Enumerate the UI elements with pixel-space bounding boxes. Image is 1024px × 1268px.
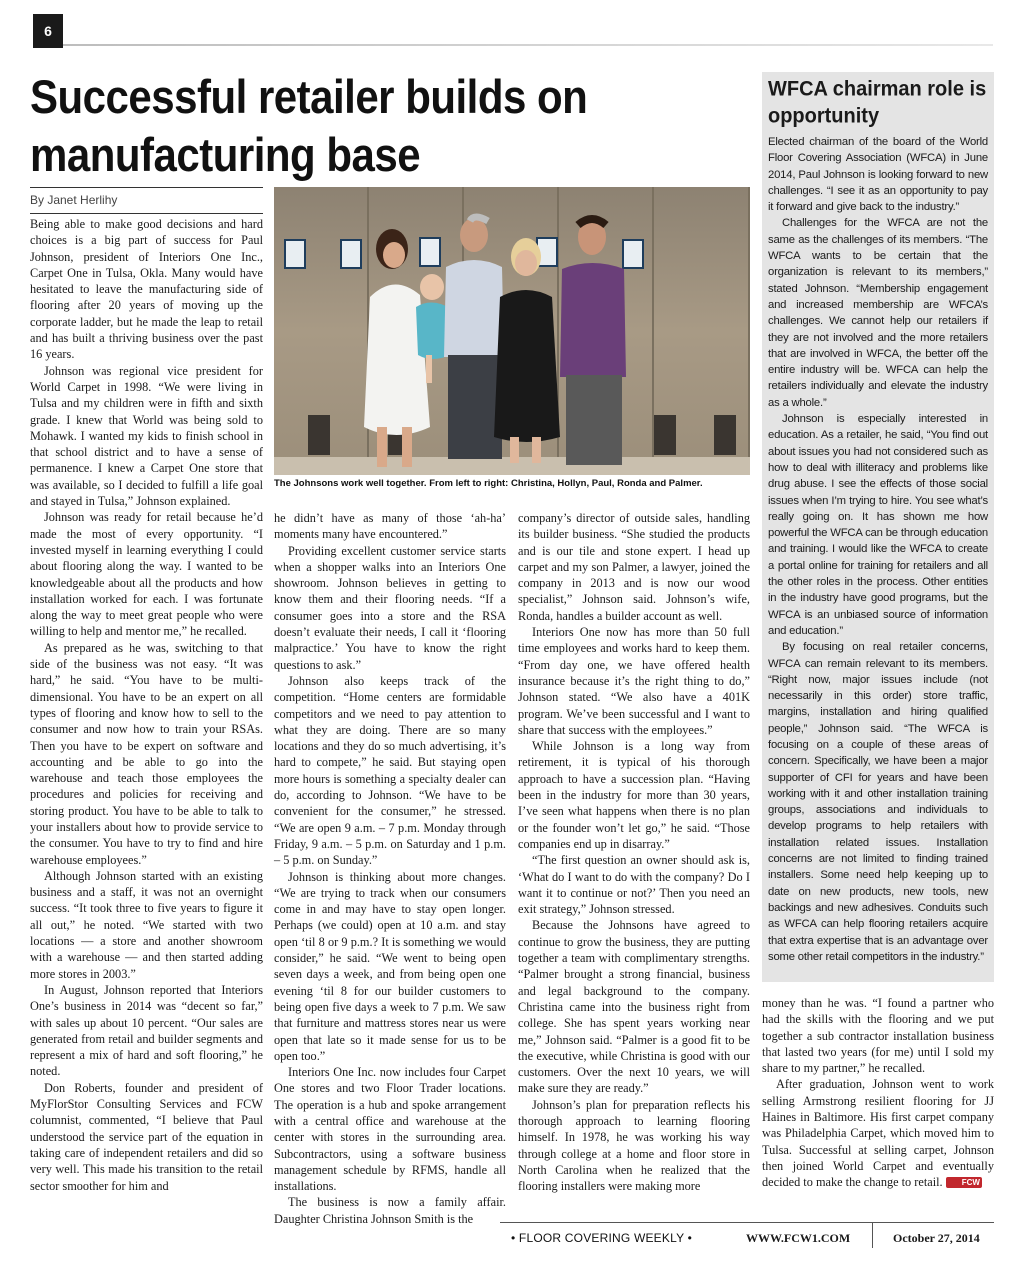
headline: Successful retailer builds on manufacturing base [30, 70, 588, 182]
paragraph: Johnson is thinking about more changes. “We are trying to track when our consumers come in and may have to stay open longer. Perhaps (we could) open at 10 a.m. and stay open ‘til 8 or 9 p.m.? It is something we would consider,” he said. “We went to being open seven days a week, and from being open one evening ‘til 8 for our builder customers to being open five days a week to 7 p.m. We saw that furniture and mattress stores near us were open that late so it made sense for us to be open too.” [274, 869, 506, 1063]
footer-publication: • FLOOR COVERING WEEKLY • [511, 1231, 692, 1245]
paragraph: In August, Johnson reported that Interiors One’s business in 2014 was “decent so far,” with sales up about 10 percent. “Our sales are generated from retail and builder segments and represent a mix of hard and soft flooring,” he noted. [30, 982, 263, 1079]
photo-caption: The Johnsons work well together. From left to right: Christina, Hollyn, Paul, Ronda and Palmer. [274, 478, 703, 489]
byline-rule [30, 187, 263, 188]
byline: By Janet Herlihy [30, 193, 118, 207]
paragraph: Johnson was ready for retail because he’d made the most of every opportunity. “I invested myself in learning everything I could about flooring along the way. I wanted to be knowledgeable about all the products and how installation worked for each. I was fortunate along the way to meet great people who were willing to help and mentor me,” he recalled. [30, 510, 263, 639]
paragraph: Interiors One now has more than 50 full time employees and works hard to keep them. “From day one, we have offered health insurance because it’s the right thing to do,” Johnson stated. “We also have a 401K program. We’ve been successful and I want to share that success with the employees.” [518, 625, 750, 737]
paragraph: Being able to make good decisions and hard choices is a big part of success for Paul Johnson, president of Interiors One Inc., Carpet One in Tulsa, Okla. Many would have hesitated to leave the manufacturing side of flooring after 20 years of moving up the corporate ladder, but he made the leap to retail and has built a thriving business over the past 16 years. [30, 217, 263, 362]
page-number: 6 [33, 14, 63, 48]
paragraph: While Johnson is a long way from retirement, it is typical of his thorough approach to have a succession plan. “Having been in the industry for more than 30 years, I’ve seen what happens when there is no plan or the founder won’t let go,” he said. “Those companies end up in disarray.” [518, 739, 750, 851]
paragraph: Interiors One Inc. now includes four Carpet One stores and two Floor Trader locations. The operation is a hub and spoke arrangement with a central office and warehouse at the center with stores in the surrounding area. Subcontractors, using a software business management schedule by RFMS, handle all installations. [274, 1065, 506, 1194]
paragraph: The business is now a family affair. Daughter Christina Johnson Smith is the [274, 1195, 506, 1226]
paragraph: Johnson also keeps track of the competition. “Home centers are formidable competitors and we need to pay attention to what they are doing. There are so many locations and they do so much advertising, it’s hard to compete,” he said. But staying open more hours is something a specialty dealer can do, according to Johnson. “We have to be convenient for the consumer,” he stressed. “We are open 9 a.m. – 7 p.m. Monday through Friday, 9 a.m. – 5 p.m. on Saturday and 1 p.m. – 5 p.m. on Sunday.” [274, 673, 506, 868]
paragraph: he didn’t have as many of those ‘ah-ha’ moments many have encountered.” [274, 511, 506, 542]
paragraph: Although Johnson started with an existing business and a staff, it was not an overnight success. “It took three to five years to figure it all out,” he noted. “We started with two locations — a store and another showroom with a warehouse — and then started adding more stores in 2003.” [30, 868, 263, 981]
paragraph: money than he was. “I found a partner who had the skills with the flooring and we put together a sub contractor installation business that lasted two years (for me) until I sold my share to my partner,” he recalled. [762, 996, 994, 1076]
paragraph: Johnson’s plan for preparation reflects his thorough approach to learning flooring himself. In 1978, he was working his way through college at a home and floor store in North Carolina when he realized that the flooring installers were making more [518, 1097, 750, 1194]
sidebar-paragraph: Johnson is especially interested in education. As a retailer, he said, “You find out about issues you had not considered such as how to deal with illiteracy and problems like drug abuse. I see the effects of those social issues when I’m trying to hire. You see what’s really going on. It has shown me how powerful the WFCA can be through education and training. I would like the WFCA to create a portal online for training for retailers and all the other roles in the process. Other entities in the industry have good programs, but the WFCA is an unbiased source of information and education.” [768, 413, 988, 637]
sidebar-title: WFCA chairman role is opportunity [768, 77, 987, 128]
article-column-2 [274, 510, 506, 1227]
footer-date: October 27, 2014 [893, 1231, 980, 1245]
paragraph: Providing excellent customer service starts when a shopper walks into an Interiors One showroom. Johnson believes in getting to know them and their flooring needs. “If a consumer goes into a store and the RSA doesn’t evaluate their needs, I call it ‘flooring malpractice.’ You have to know the right questions to ask.” [274, 543, 506, 672]
article-column-1 [30, 216, 263, 1194]
paragraph: Don Roberts, founder and president of MyFlorStor Consulting Services and FCW columnist, commented, “I believe that Paul understood the service part of the equation in taking care of independent retailers and did so very well. This made his transition to the retail sector smoother for him and [30, 1080, 263, 1193]
paragraph [762, 1076, 994, 1190]
sidebar-paragraph: Challenges for the WFCA are not the same as the challenges of its members. “The WFCA wants to be certain that the organization is relevant to its members,” stated Johnson. “Membership engagement and increased membership are WFCA’s challenges. We cannot help our retailers if they are not involved and the more retailers that are involved in WFCA, the better off the entire industry will be. WFCA can help the retailers individually and elevate the industry as a whole.” [768, 217, 988, 409]
paragraph: “The first question an owner should ask is, ‘What do I want to do with the company? Do I want it to continue or not?’ Then you need an exit strategy,” Johnson stressed. [518, 853, 750, 917]
paragraph: Because the Johnsons have agreed to continue to grow the business, they are putting together a team with complimentary strengths. “Palmer brought a strong financial, business and legal background to the company. Christina came into the business right from college. She has spent years working near me,” Johnson said. “Palmer is a good fit to be the executive, while Christina is good with our customers. Over the next 10 years, we will make sure they are ready.” [518, 918, 750, 1096]
footer-url: WWW.FCW1.COM [746, 1231, 851, 1245]
article-column-3 [518, 510, 750, 1194]
top-rule [63, 44, 993, 46]
sidebar-paragraph: Elected chairman of the board of the World Floor Covering Association (WFCA) in June 2014, Paul Johnson is looking forward to new challenges. “I see it as an opportunity to pay it forward and give back to the industry.” [768, 136, 988, 214]
article-column-4 [762, 995, 994, 1191]
byline-rule [30, 213, 263, 214]
paragraph: Johnson was regional vice president for World Carpet in 1998. “We were living in Tulsa and my children were in fifth and sixth grade. I knew that World was being sold to Mohawk. I wanted my kids to finish school in that school district and to have a sense of permanence. I knew a Carpet One store that was available, so I decided to fulfill a life goal and stayed in Tulsa,” Johnson explained. [30, 363, 263, 509]
footer-rule [500, 1222, 994, 1223]
sidebar-body [768, 134, 988, 965]
fcw-end-mark-icon: FCW [946, 1177, 982, 1188]
footer-divider [872, 1222, 873, 1248]
family-photo-icon [274, 187, 750, 475]
paragraph: company’s director of outside sales, handling its builder business. “She studied the products and is our tile and stone expert. I head up carpet and my son Palmer, a lawyer, joined the company in 2013 and is now our wood specialist,” Johnson said. Johnson’s wife, Ronda, handles a builder account as well. [518, 511, 750, 623]
family-photo [274, 187, 750, 475]
paragraph-text: After graduation, Johnson went to work selling Armstrong resilient flooring for JJ Haines in Baltimore. His first carpet company was Philadelphia Carpet, which moved him to Tulsa. Successful at selling carpet, Johnson then joined World Carpet and eventually decided to make the change to retail. [762, 1077, 994, 1190]
sidebar-paragraph: By focusing on real retailer concerns, WFCA can remain relevant to its members. “Right now, major issues include (not necessarily in this order) store traffic, margins, installation and hiring qualified people,” Johnson said. “The WFCA is focusing on a couple of these areas of concern. Specifically, we have been a major supporter of CFI for years and have been working with it and other installation training groups, associations and individuals to develop programs to help retailers with installation related issues. Installation concerns are not limited to finding trained installers. Some need help keeping up to date on new products, new tools, new backings and new adhesives. Conduits such as WFCA can help flooring retailers acquire that extra expertise that is an advantage over some other retail competitors in the industry.” [768, 641, 988, 963]
paragraph: As prepared as he was, switching to that side of the business was not easy. “It was hard,” he said. “You have to be multi-dimensional. You have to be an expert on all types of flooring and know how to sell to the consumer and now how to train your RSAs. Then you have to be expert on software and accounting and be able to go into the warehouse and teach those employees the procedures and policies for receiving and storing product. You have to be able to talk to your installers about how to provide service to the consumer. You have to try to find and hire warehouse employees.” [30, 640, 263, 867]
